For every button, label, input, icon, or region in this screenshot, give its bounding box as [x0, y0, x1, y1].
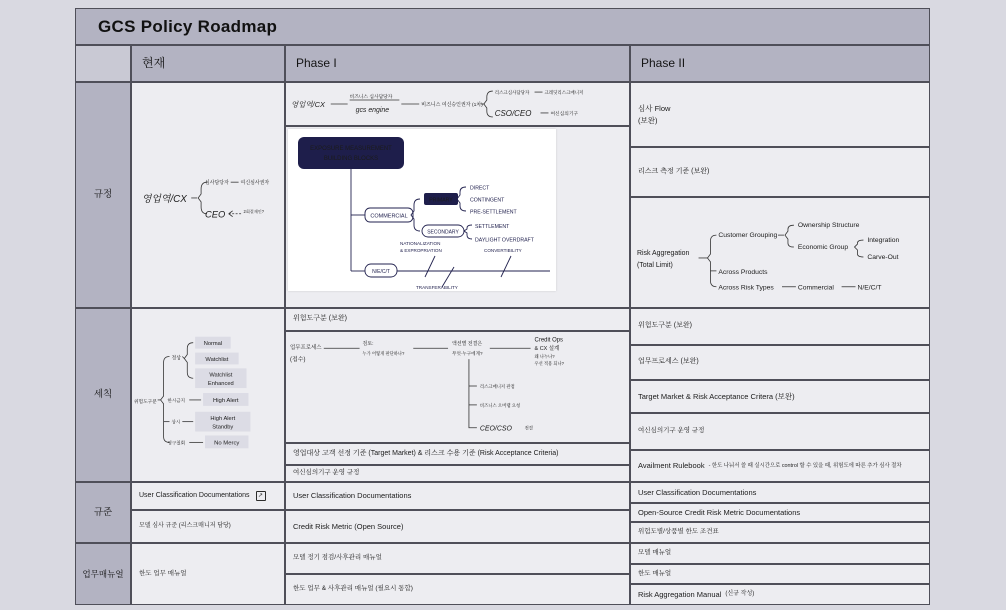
- cell-phase1-standard-2: [285, 510, 630, 543]
- p2-manual1-text: 모델 매뉴얼: [638, 549, 672, 557]
- p1df-n4b: & CX 설계: [534, 346, 560, 353]
- p1df-s3big: CEO/CSO: [479, 425, 512, 433]
- page-title: GCS Policy Roadmap: [75, 8, 930, 45]
- grade-b2a: High Alert: [212, 397, 239, 404]
- current-standard2-text: 모델 심사 규준 (리스크매니저 담당): [139, 522, 231, 529]
- contingent-label: CONTINGENT: [470, 197, 505, 204]
- p2-standard2-text: Open-Source Credit Risk Metric Documentations: [638, 507, 801, 517]
- cell-phase1-detail-4: [285, 465, 630, 482]
- agg-root-line2: (Total Limit): [636, 261, 673, 269]
- current-rule-top1: 심사담당자: [205, 181, 229, 187]
- p1df-s3small: 전결: [524, 425, 534, 431]
- p1df-s1: 리스크매니저 관점: [479, 383, 515, 389]
- cell-phase1-standard-1: [285, 482, 630, 510]
- grade-b4: 영구철회: [167, 440, 186, 446]
- current-standard1-text: User Classification Documentations: [139, 491, 250, 499]
- agg-across-risk-types: Across Risk Types: [718, 284, 774, 292]
- cell-phase2-detail-3: [630, 380, 930, 413]
- settlement-label: SETTLEMENT: [475, 224, 510, 230]
- cell-phase2-detail-1: [630, 308, 930, 345]
- p1-manual1-text: 모델 정기 점검/사후관리 매뉴얼: [293, 554, 382, 562]
- primary-label: PRIMARY: [429, 197, 453, 204]
- current-manual1-text: 한도 업무 매뉴얼: [139, 569, 187, 577]
- external-link-icon[interactable]: ↗: [256, 491, 266, 501]
- cell-phase2-standard-1: [630, 482, 930, 503]
- nationalization-label-2: & EXPROPRIATION: [400, 248, 442, 253]
- daylight-overdraft-label: DAYLIGHT OVERDRAFT: [475, 237, 534, 244]
- p1df-n4c: 왜 나누나?: [534, 354, 555, 360]
- column-header-phase1: Phase I: [285, 45, 630, 82]
- p2-manual2-text: 한도 매뉴얼: [638, 569, 672, 577]
- agg-carve-out: Carve-Out: [867, 253, 899, 261]
- p1df-n3b: 무엇·누구에게?: [452, 351, 483, 357]
- p2-detail5-title: Availment Rulebook: [638, 461, 705, 471]
- transferability-label: TRANSFERABILITY: [416, 285, 458, 290]
- row-label-standard: 규준: [75, 482, 131, 543]
- p2-detail5-note: - 한도 나눠서 쓸 때 실시간으로 control 할 수 있을 때, 위험도에 따른 추가 심사 절차: [708, 462, 902, 469]
- p1-detail1-text: 위험도구분 (보완): [293, 315, 347, 323]
- p2-rule1-line2: (보완): [638, 115, 658, 125]
- column-header-current: 현재: [131, 45, 285, 82]
- p2-manual3-note: (신규 작성): [725, 590, 755, 597]
- grade-root: 위험도구분: [133, 399, 157, 405]
- current-grade-tree-diagram: [132, 308, 284, 482]
- current-rule-root: 영업역/CX: [141, 193, 187, 205]
- current-rule-top2: 여신심사권자: [240, 181, 270, 187]
- cell-phase2-rule-2: [630, 147, 930, 197]
- agg-customer-grouping: Customer Grouping: [718, 232, 778, 240]
- p1-flow-b2right: 여신심의기구: [550, 111, 579, 117]
- p1-detail3-text: 영업대상 고객 선정 기준 (Target Market) & 리스크 수용 기준 (Risk Acceptance Criteria): [293, 449, 559, 457]
- p2-detail2-text: 업무프로세스 (보완): [638, 358, 699, 366]
- exposure-image-frame: [288, 129, 556, 291]
- pre-settlement-label: PRE-SETTLEMENT: [470, 209, 517, 216]
- grade-b1c2: Enhanced: [207, 381, 234, 388]
- agg-across-products: Across Products: [718, 268, 768, 276]
- p1-standard2-text: Credit Risk Metric (Open Source): [293, 521, 404, 531]
- agg-ownership-structure: Ownership Structure: [797, 222, 860, 230]
- p2-rule2-text: 리스크 측정 기준 (보완): [638, 167, 710, 175]
- risk-aggregation-tree-diagram: [631, 197, 929, 308]
- exposure-title-line1: EXPOSURE MEASUREMENT: [310, 146, 392, 152]
- p2-rule1-line1: 심사 Flow: [638, 104, 671, 114]
- cell-phase2-standard-2: [630, 503, 930, 522]
- grade-b3a2: Standby: [212, 424, 234, 431]
- current-rule-tree-diagram: [132, 82, 284, 308]
- cell-current-standard-1: [131, 482, 285, 510]
- p1-flow-b1left: 리스크심사담당자: [494, 90, 530, 96]
- cell-phase1-manual-1: [285, 543, 630, 574]
- grade-b1b: Watchlist: [205, 356, 229, 363]
- cell-current-manual-1: [131, 543, 285, 605]
- grade-b3a1: High Alert: [210, 416, 236, 423]
- nationalization-label-1: NATIONALIZATION: [400, 241, 441, 246]
- cell-phase1-detail-3: [285, 443, 630, 465]
- cell-phase1-manual-2: [285, 574, 630, 605]
- current-rule-bottom: CEO: [205, 209, 226, 220]
- p2-detail1-text: 위험도구분 (보완): [638, 322, 692, 330]
- phase1-detail-flow-diagram: [286, 331, 629, 443]
- cell-phase2-detail-2: [630, 345, 930, 380]
- p1-flow-b2left: CSO/CEO: [494, 108, 532, 118]
- cell-phase2-manual-3: [630, 584, 930, 605]
- grade-b1a: Normal: [203, 341, 223, 348]
- exposure-title-box: [298, 137, 404, 169]
- column-header-phase2: Phase II: [630, 45, 930, 82]
- p1df-n2b: 누가 어떻게 판단하나?: [362, 351, 405, 357]
- p2-manual3-text: Risk Aggregation Manual: [638, 589, 722, 599]
- p2-detail3-text: Target Market & Risk Acceptance Critera (보완): [638, 391, 795, 401]
- grade-b4a: No Mercy: [214, 440, 240, 447]
- direct-label: DIRECT: [470, 185, 490, 192]
- nect-label: N/E/C/T: [372, 269, 390, 275]
- p1df-n1b: (접수): [289, 357, 306, 364]
- agg-commercial: Commercial: [797, 284, 834, 292]
- convertibility-label: CONVERTIBILITY: [484, 248, 522, 253]
- phase1-rule-flow-diagram: [286, 82, 629, 126]
- grade-b3: 상시: [171, 419, 181, 425]
- p1df-n4d: 우선 적용 되나?: [534, 361, 565, 367]
- cell-phase2-risk-aggregation: [630, 197, 930, 308]
- row-label-detail: 세칙: [75, 308, 131, 482]
- secondary-label: SECONDARY: [427, 229, 459, 236]
- cell-phase1-exposure-image: [285, 126, 630, 308]
- grade-b2: 한시금지: [167, 397, 186, 403]
- row-label-rule: 규정: [75, 82, 131, 308]
- p1-flow-b1right: 크레딧리스크매니저: [544, 90, 584, 96]
- p1-detail4-text: 여신심의기구 운영 규정: [293, 469, 360, 477]
- row-label-manual: 업무매뉴얼: [75, 543, 131, 605]
- cell-current-standard-2: [131, 510, 285, 543]
- commercial-label: COMMERCIAL: [370, 213, 408, 220]
- cell-phase1-detail-1: [285, 308, 630, 331]
- p1-flow-n2bottom: gcs engine: [355, 106, 390, 114]
- current-rule-bottom-note: 2회결재인?: [243, 208, 265, 214]
- cell-phase2-detail-5: [630, 450, 930, 482]
- corner-header-cell: [75, 45, 131, 82]
- agg-root-line1: Risk Aggregation: [636, 249, 690, 257]
- p2-standard1-text: User Classification Documentations: [638, 487, 757, 497]
- cell-phase2-standard-3: [630, 522, 930, 543]
- p2-standard3-text: 위험도별/상품별 한도 조견표: [638, 528, 719, 536]
- cell-phase1-rule-flow: [285, 82, 630, 126]
- cell-phase2-manual-1: [630, 543, 930, 564]
- p1df-n1a: 업무프로세스: [289, 345, 322, 352]
- p1-flow-n2top: 비즈니스 심사담당자: [349, 95, 393, 101]
- p1df-n3a: 액션별 전결은: [452, 342, 483, 348]
- p1-standard1-text: User Classification Documentations: [293, 491, 412, 501]
- p1df-n2a: 검토:: [362, 342, 374, 348]
- grade-b1c1: Watchlist: [209, 372, 233, 379]
- p1-manual2-text: 한도 업무 & 사후관리 매뉴얼 (필요시 통합): [293, 585, 413, 593]
- agg-economic-group: Economic Group: [797, 244, 849, 252]
- p1-flow-n1: 영업역/CX: [290, 99, 325, 109]
- p1df-s2: 비즈니스 오버랩 요청: [479, 402, 521, 408]
- exposure-title-line2: BUILDING BLOCKS: [323, 156, 379, 162]
- grade-b1: 정상: [171, 356, 181, 362]
- agg-integration: Integration: [867, 237, 900, 245]
- cell-phase2-detail-4: [630, 413, 930, 450]
- cell-phase1-detail-flow: [285, 331, 630, 443]
- p2-detail4-text: 여신심의기구 운영 규정: [638, 427, 705, 435]
- exposure-building-blocks-diagram: [288, 129, 556, 291]
- cell-current-rule-tree: [131, 82, 285, 308]
- cell-current-grade-tree: [131, 308, 285, 482]
- cell-phase2-rule-1: [630, 82, 930, 147]
- p1-flow-n3: 비즈니스 여신승인권자 (1차): [421, 102, 483, 108]
- p1df-n4a: Credit Ops: [534, 337, 564, 344]
- agg-nect: N/E/C/T: [857, 284, 882, 292]
- cell-phase2-manual-2: [630, 564, 930, 584]
